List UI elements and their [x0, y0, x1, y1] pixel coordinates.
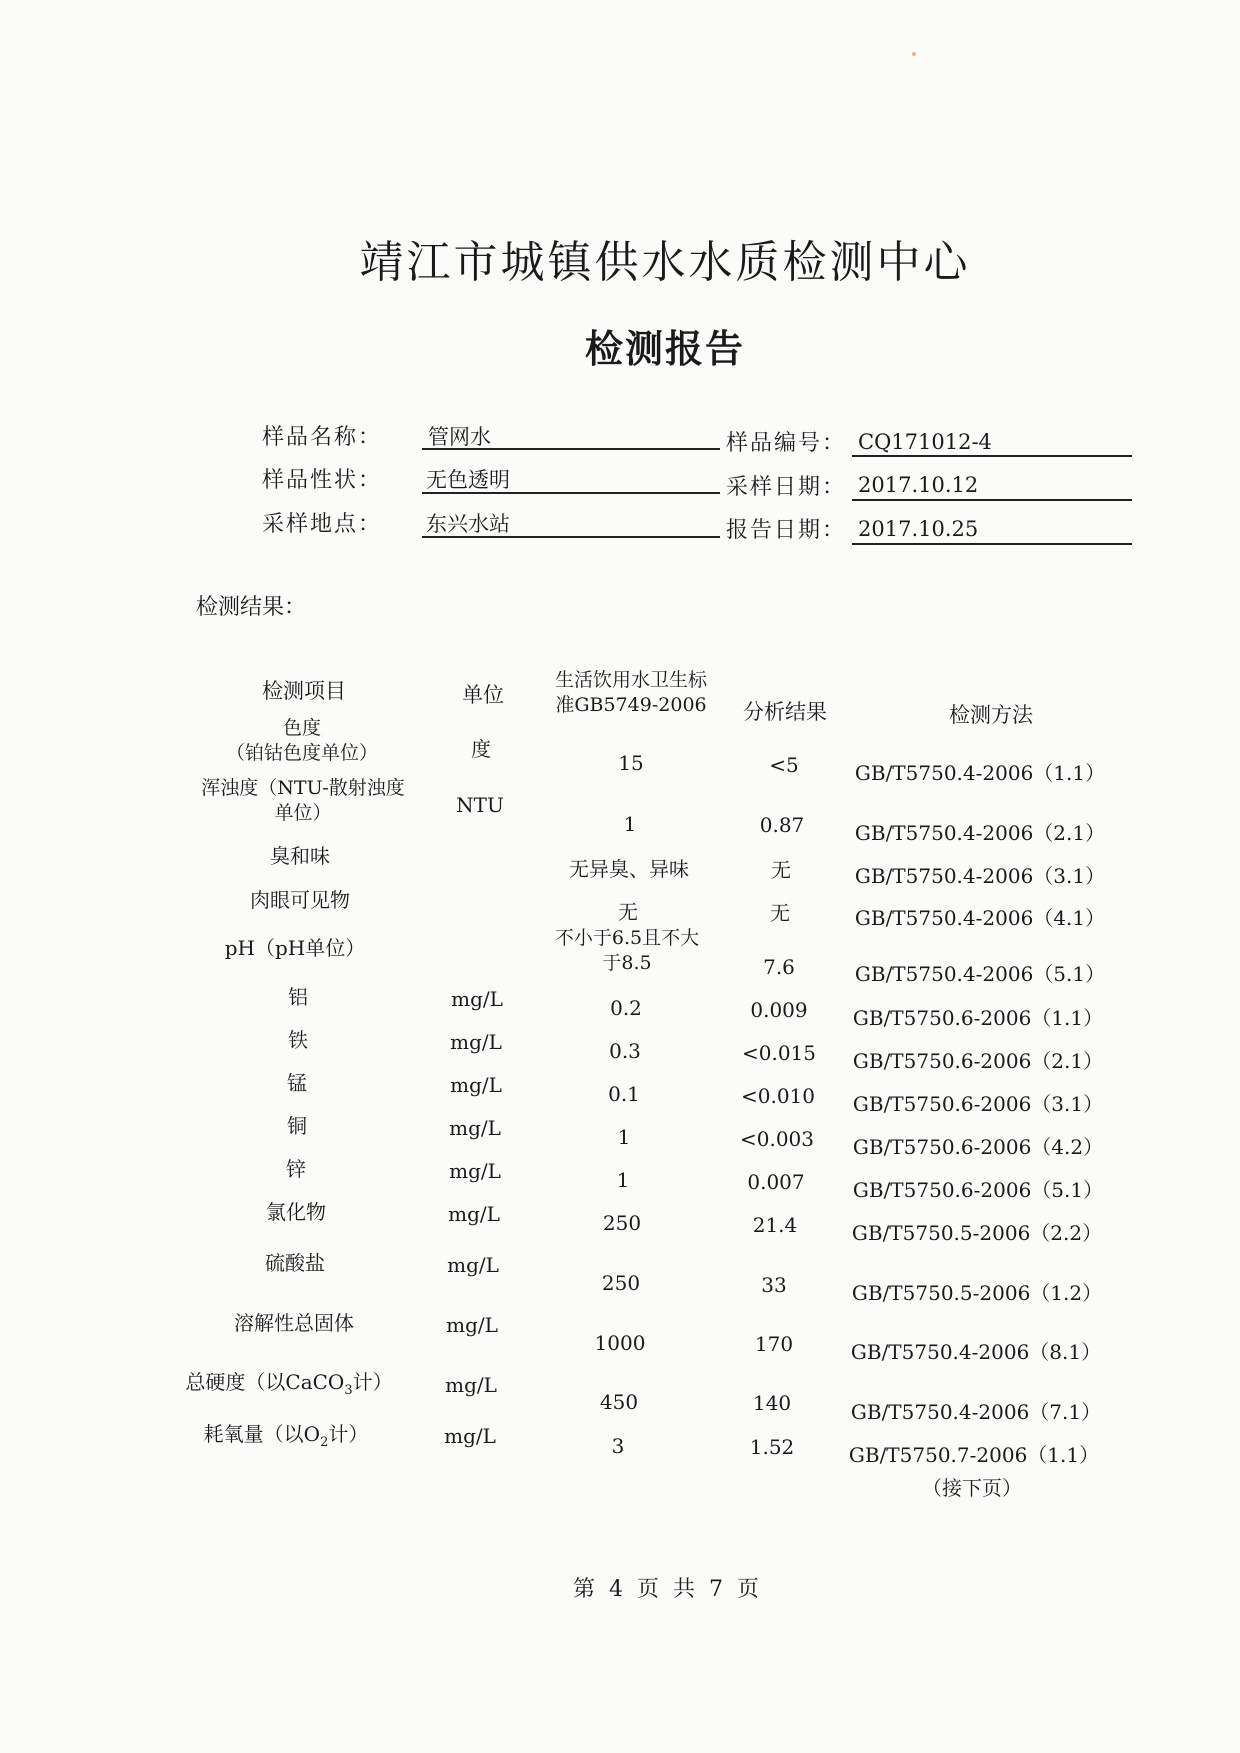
table-row-item: 硫酸盐 [265, 1251, 325, 1275]
sample-name-value: 管网水 [428, 425, 491, 449]
table-row-item: 氯化物 [266, 1200, 326, 1224]
table-row-standard: 1 [617, 1125, 631, 1149]
table-row-method: GB/T5750.4-2006（3.1） [854, 864, 1106, 888]
table-row-standard: 无 [618, 900, 638, 924]
table-row-method: GB/T5750.6-2006（5.1） [852, 1178, 1104, 1202]
table-row-result: <0.010 [740, 1084, 816, 1108]
table-row-method: GB/T5750.5-2006（2.2） [851, 1221, 1103, 1245]
table-row-unit: mg/L [450, 1030, 502, 1054]
sample-property-label: 样品性状： [262, 468, 383, 493]
table-row-item: 浑浊度（NTU-散射浊度 单位） [201, 777, 405, 824]
table-row-unit: mg/L [444, 1424, 496, 1448]
header-unit: 单位 [462, 683, 504, 707]
sampling-location-value: 东兴水站 [426, 512, 510, 536]
sample-number-underline [852, 455, 1132, 457]
table-row-method: GB/T5750.6-2006（4.2） [852, 1135, 1104, 1159]
table-row-method: GB/T5750.4-2006（8.1） [850, 1340, 1102, 1364]
table-row-item: 臭和味 [270, 844, 330, 868]
table-row-item: 铜 [287, 1114, 307, 1138]
table-row-method: GB/T5750.4-2006（4.1） [854, 906, 1106, 930]
table-row-unit: mg/L [449, 1159, 501, 1183]
sampling-date-label: 采样日期： [726, 475, 847, 500]
table-row-result: 1.52 [749, 1435, 795, 1459]
table-row-standard: 250 [601, 1271, 641, 1295]
sampling-location-label: 采样地点： [262, 512, 383, 537]
sample-name-underline [422, 448, 720, 450]
sampling-location-underline [422, 536, 720, 538]
table-row-method: GB/T5750.6-2006（3.1） [852, 1092, 1104, 1116]
table-row-standard: 3 [611, 1434, 625, 1458]
table-row-standard: 无异臭、异味 [569, 857, 689, 881]
table-row-item: pH（pH单位） [224, 936, 366, 960]
table-row-standard: 1000 [594, 1331, 646, 1355]
table-row-result: 170 [754, 1332, 794, 1356]
table-row-standard: 15 [618, 751, 644, 775]
table-row-standard: 250 [602, 1211, 642, 1235]
org-title: 靖江市城镇供水水质检测中心 [359, 237, 971, 288]
header-standard-line2: 准GB5749-2006 [555, 694, 707, 716]
table-row-method: GB/T5750.4-2006（2.1） [854, 821, 1106, 845]
report-title: 检测报告 [584, 326, 746, 371]
sample-property-underline [422, 492, 720, 494]
table-row-unit: mg/L [449, 1116, 501, 1140]
table-row-result: 无 [770, 901, 790, 925]
continued-note: （接下页） [922, 1476, 1022, 1500]
table-row-method: GB/T5750.4-2006（7.1） [850, 1400, 1102, 1424]
table-row-result: <5 [769, 753, 799, 777]
table-row-standard: 0.2 [610, 996, 642, 1020]
table-row-method: GB/T5750.4-2006（5.1） [854, 962, 1106, 986]
report-date-underline [852, 543, 1132, 545]
header-standard-line1: 生活饮用水卫生标 [554, 669, 708, 691]
table-row-method: GB/T5750.6-2006（1.1） [852, 1006, 1104, 1030]
sample-property-value: 无色透明 [426, 468, 510, 492]
table-row-result: 33 [761, 1273, 787, 1297]
page-number: 第 4 页 共 7 页 [572, 1577, 760, 1602]
table-row-item: 锌 [286, 1157, 306, 1181]
table-row-unit: mg/L [450, 1073, 502, 1097]
table-row-unit: mg/L [448, 1202, 500, 1226]
sampling-date-value: 2017.10.12 [858, 473, 979, 497]
table-row-item: 锰 [287, 1071, 307, 1095]
report-date-label: 报告日期： [726, 518, 847, 543]
header-item: 检测项目 [262, 679, 346, 703]
table-row-method: GB/T5750.5-2006（1.2） [851, 1281, 1103, 1305]
sampling-date-underline [852, 499, 1132, 501]
section-title: 检测结果： [196, 595, 307, 620]
table-row-result: <0.015 [741, 1041, 817, 1065]
table-row-method: GB/T5750.4-2006（1.1） [854, 761, 1106, 785]
sample-number-label: 样品编号： [726, 431, 847, 456]
table-row-result: <0.003 [739, 1127, 815, 1151]
table-row-standard: 1 [623, 812, 637, 836]
table-row-item: 肉眼可见物 [250, 888, 350, 912]
ink-speck [912, 52, 916, 56]
table-row-unit: mg/L [447, 1253, 499, 1277]
table-row-result: 21.4 [752, 1213, 798, 1237]
table-row-unit: mg/L [446, 1313, 498, 1337]
header-standard [555, 668, 707, 718]
table-row-result: 无 [771, 858, 791, 882]
report-date-value: 2017.10.25 [858, 517, 979, 541]
table-row-unit: mg/L [451, 987, 503, 1011]
header-method: 检测方法 [949, 703, 1033, 727]
table-row-item: 溶解性总固体 [234, 1311, 354, 1335]
table-row-method: GB/T5750.6-2006（2.1） [852, 1049, 1104, 1073]
table-row-result: 0.009 [750, 998, 808, 1022]
table-row-result: 7.6 [763, 955, 795, 979]
table-row-standard: 450 [599, 1390, 639, 1414]
table-row-item: 耗氧量（以$O_2$计） [203, 1422, 369, 1450]
table-row-standard: 0.3 [609, 1039, 641, 1063]
table-row-item: 铁 [288, 1028, 308, 1052]
table-row-result: 140 [752, 1391, 792, 1415]
table-row-standard: 不小于6.5且不大 于8.5 [554, 927, 700, 974]
table-row-standard: 1 [616, 1168, 630, 1192]
table-row-result: 0.007 [747, 1170, 805, 1194]
table-row-method: GB/T5750.7-2006（1.1） [848, 1443, 1100, 1467]
table-row-unit: 度 [471, 737, 491, 761]
table-row-unit: NTU [456, 793, 504, 817]
header-result: 分析结果 [743, 700, 827, 724]
table-row-standard: 0.1 [608, 1082, 640, 1106]
table-row-result: 0.87 [759, 813, 805, 837]
table-row-item: 铝 [288, 985, 308, 1009]
table-row-item: 色度 （铂钴色度单位） [225, 717, 379, 764]
table-row-unit: mg/L [445, 1373, 497, 1397]
sample-name-label: 样品名称： [262, 425, 383, 450]
sample-number-value: CQ171012-4 [858, 430, 992, 454]
table-row-item: 总硬度（以CaCO$_3$计） [185, 1370, 393, 1398]
